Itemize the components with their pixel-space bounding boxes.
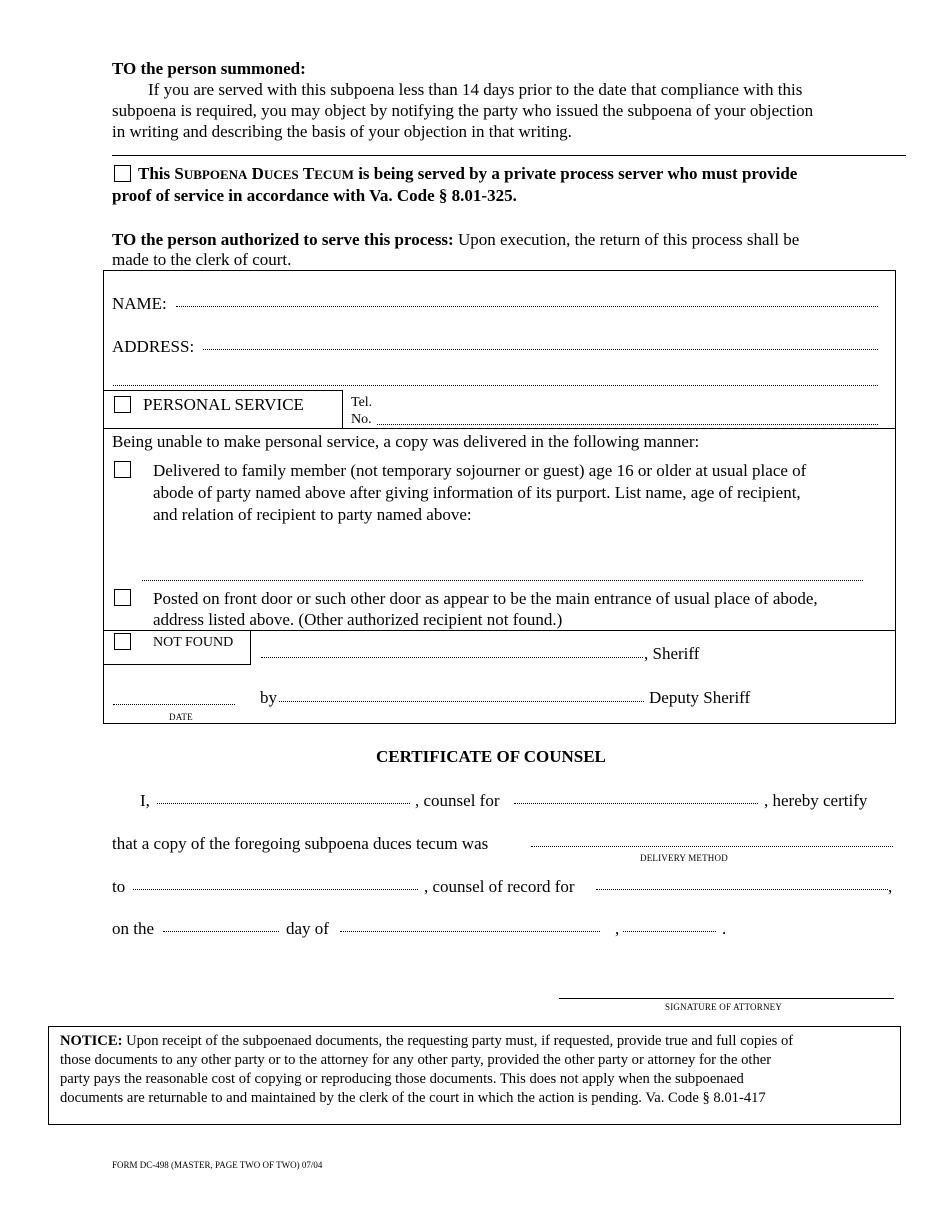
sc-d: D [251,164,264,183]
recipient-counsel-field[interactable] [133,889,418,890]
summoned-text-line3: in writing and describing the basis of your objection in that writing. [112,122,572,141]
personal-service-divider [342,390,343,428]
sc-t: T [302,164,315,183]
private-server-tail: is being served by a private process server who must provide [353,164,798,183]
row-rule-1 [103,428,895,429]
not-found-divider [250,630,251,664]
attorney-name-field[interactable] [157,803,410,804]
date-label: DATE [169,712,193,722]
personal-service-label: PERSONAL SERVICE [143,395,304,414]
counsel-of-record-label: , counsel of record for [424,877,575,896]
day-of-label: day of [286,919,329,938]
tel-label: Tel. [351,395,373,410]
form-footer: FORM DC-498 (MASTER, PAGE TWO OF TWO) 07/04 [112,1160,323,1170]
comma-2: , [615,919,620,938]
no-label: No. [351,412,372,427]
delivery-method-label: DELIVERY METHOD [640,853,728,863]
private-server-line2: proof of service in accordance with Va. Code § 8.01-325. [112,186,517,205]
personal-service-top-rule [103,390,343,391]
month-field[interactable] [340,931,600,932]
not-found-bottom-rule [103,664,251,665]
family-line2: abode of party named above after giving information of its purport. List name, age of recipient, [153,483,801,502]
family-line1: Delivered to family member (not temporary sojourner or guest) age 16 or older at usual place of [153,461,807,480]
record-party-field[interactable] [596,889,888,890]
day-field[interactable] [163,931,279,932]
sc-s: S [174,164,184,183]
authorized-line2: made to the clerk of court. [112,250,292,269]
not-found-checkbox[interactable] [114,633,131,650]
deputy-sheriff-field[interactable] [279,701,644,702]
notice-line4: documents are returnable to and maintained by the clerk of the court in which the action is pending. Va. Code § 8.01-417 [60,1090,766,1106]
by-label: by [260,688,277,707]
deputy-sheriff-label: Deputy Sheriff [649,688,751,707]
private-server-checkbox[interactable] [114,165,131,182]
certificate-title: CERTIFICATE OF COUNSEL [376,747,606,766]
address-field[interactable] [203,349,878,350]
notice-line1 [60,1032,793,1051]
year-field[interactable] [623,931,716,932]
sc-ecum: ECUM [314,167,354,182]
date-field[interactable] [113,704,235,705]
private-server-lead: This [138,164,175,183]
posted-checkbox[interactable] [114,589,131,606]
address-label: ADDRESS: [112,337,195,356]
authorized-text: Upon execution, the return of this process shall be [453,230,800,249]
notice-text-1: Upon receipt of the subpoenaed documents, the requesting party must, if requested, provide true and full copies of [122,1033,794,1049]
counsel-for-label: , counsel for [415,791,500,810]
recipient-field[interactable] [142,580,863,581]
not-found-label: NOT FOUND [153,635,234,650]
posted-line2: address listed above. (Other authorized recipient not found.) [153,610,563,629]
sheriff-field[interactable] [261,657,643,658]
signature-line[interactable] [559,998,894,999]
tel-field[interactable] [377,424,878,425]
notice-line3: party pays the reasonable cost of copying or reproducing those documents. This does not apply when the subpoenaed [60,1071,744,1087]
sc-uces: UCES [263,167,299,182]
on-the-label: on the [112,919,155,938]
section-divider [112,155,906,156]
private-server-text [138,163,797,186]
comma-1: , [888,877,893,896]
delivery-method-field[interactable] [531,846,893,847]
signature-label: SIGNATURE OF ATTORNEY [665,1002,783,1012]
name-field[interactable] [176,306,878,307]
cert-i-label: I, [140,791,150,810]
family-line3: and relation of recipient to party named above: [153,505,472,524]
family-member-checkbox[interactable] [114,461,131,478]
party-field[interactable] [514,803,758,804]
notice-line2: those documents to any other party or to the attorney for any other party, provided the other party or attorney for the other [60,1052,772,1068]
address-field-line2[interactable] [113,385,878,386]
copy-text: that a copy of the foregoing subpoena duces tecum was [112,834,489,853]
summoned-heading: TO the person summoned: [112,59,306,78]
authorized-line1 [112,229,799,251]
period: . [722,919,727,938]
summoned-text-line2: subpoena is required, you may object by notifying the party who issued the subpoena of your objection [112,101,814,120]
posted-line1: Posted on front door or such other door as appear to be the main entrance of usual place of abode, [153,589,818,608]
unable-text: Being unable to make personal service, a copy was delivered in the following manner: [112,432,700,451]
notice-label: NOTICE: [60,1033,123,1049]
hereby-certify-label: , hereby certify [764,791,868,810]
sc-ubpoena: UBPOENA [183,167,248,182]
authorized-heading: TO the person authorized to serve this process: [112,230,454,249]
personal-service-checkbox[interactable] [114,396,131,413]
name-label: NAME: [112,294,167,313]
row-rule-2 [103,630,895,631]
to-label: to [112,877,126,896]
sheriff-label: , Sheriff [644,644,700,663]
summoned-text-line1: If you are served with this subpoena less than 14 days prior to the date that compliance with this [148,80,803,99]
